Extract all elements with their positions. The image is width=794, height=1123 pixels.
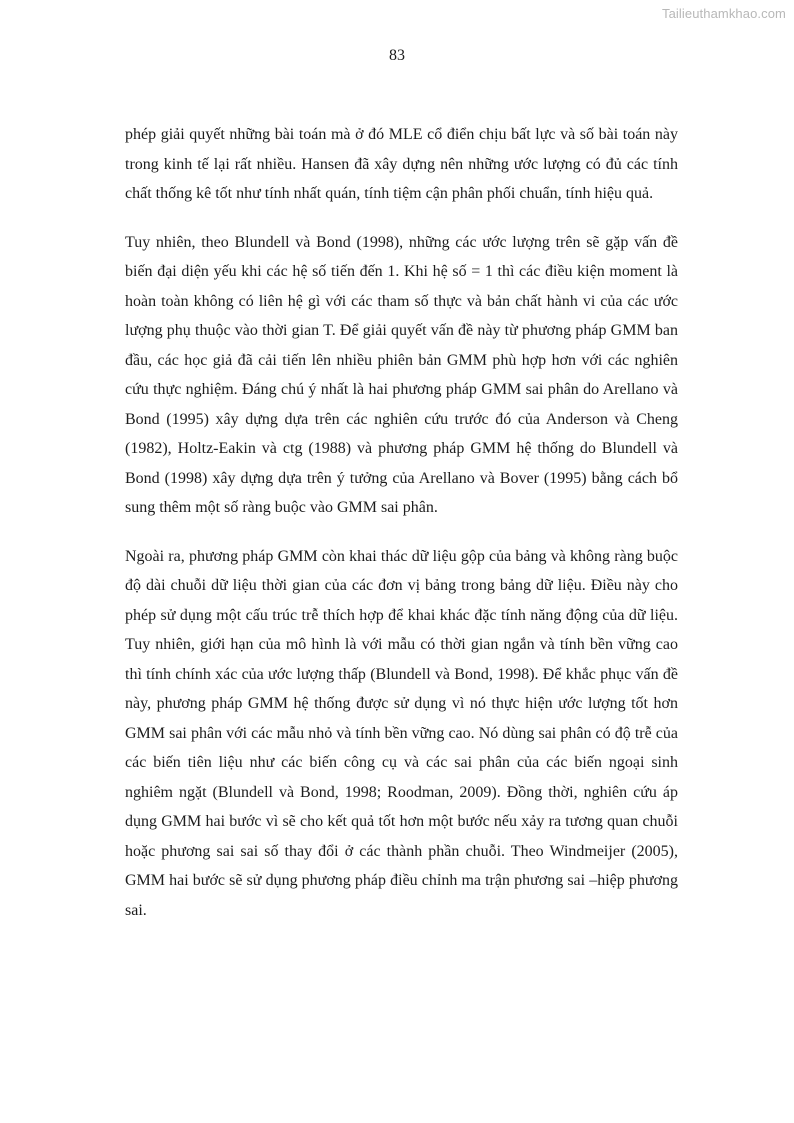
watermark: Tailieuthamkhao.com [661, 6, 786, 21]
page-number: 83 [389, 47, 405, 64]
page-body [125, 120, 678, 944]
paragraph: phép giải quyết những bài toán mà ở đó MLE cổ điển chịu bất lực và số bài toán này trong kinh tế lại rất nhiều. Hansen đã xây dựng nên những ước lượng có đủ các tính chất thống kê tốt như tính nhất quán, tính tiệm cận phân phối chuẩn, tính hiệu quả. [125, 126, 678, 202]
paragraph: Ngoài ra, phương pháp GMM còn khai thác dữ liệu gộp của bảng và không ràng buộc độ dài chuỗi dữ liệu thời gian của các đơn vị bảng trong bảng dữ liệu. Điều này cho phép sử dụng một cấu trúc trễ thích hợp để khai khác đặc tính năng động của dữ liệu. Tuy nhiên, giới hạn của mô hình là với mẫu có thời gian ngắn và tính bền vững cao thì tính chính xác của ước lượng thấp (Blundell và Bond, 1998). Để khắc phục vấn đề này, phương pháp GMM hệ thống được sử dụng vì nó thực hiện ước lượng tốt hơn GMM sai phân với các mẫu nhỏ và tính bền vững cao. Nó dùng sai phân có độ trễ của các biến tiên liệu như các biến công cụ và các sai phân của các biến ngoại sinh nghiêm ngặt (Blundell và Bond, 1998; Roodman, 2009). Đồng thời, nghiên cứu áp dụng GMM hai bước vì sẽ cho kết quả tốt hơn một bước nếu xảy ra tương quan chuỗi hoặc phương sai sai số thay đổi ở các thành phần chuỗi. Theo Windmeijer (2005), GMM hai bước sẽ sử dụng phương pháp điều chỉnh ma trận phương sai –hiệp phương sai. [125, 547, 678, 919]
paragraph: Tuy nhiên, theo Blundell và Bond (1998), những các ước lượng trên sẽ gặp vấn đề biến đại diện yếu khi các hệ số tiến đến 1. Khi hệ số = 1 thì các điều kiện moment là hoàn toàn không có liên hệ gì với các tham số thực và bản chất hành vi của các ước lượng phụ thuộc vào thời gian T. Để giải quyết vấn đề này từ phương pháp GMM ban đầu, các học giả đã cải tiến lên nhiều phiên bản GMM phù hợp hơn với các nghiên cứu thực nghiệm. Đáng chú ý nhất là hai phương pháp GMM sai phân do Arellano và Bond (1995) xây dựng dựa trên các nghiên cứu trước đó của Anderson và Cheng (1982), Holtz-Eakin và ctg (1988) và phương pháp GMM hệ thống do Blundell và Bond (1998) xây dựng dựa trên ý tưởng của Arellano và Bover (1995) bằng cách bổ sung thêm một số ràng buộc vào GMM sai phân. [125, 233, 678, 516]
